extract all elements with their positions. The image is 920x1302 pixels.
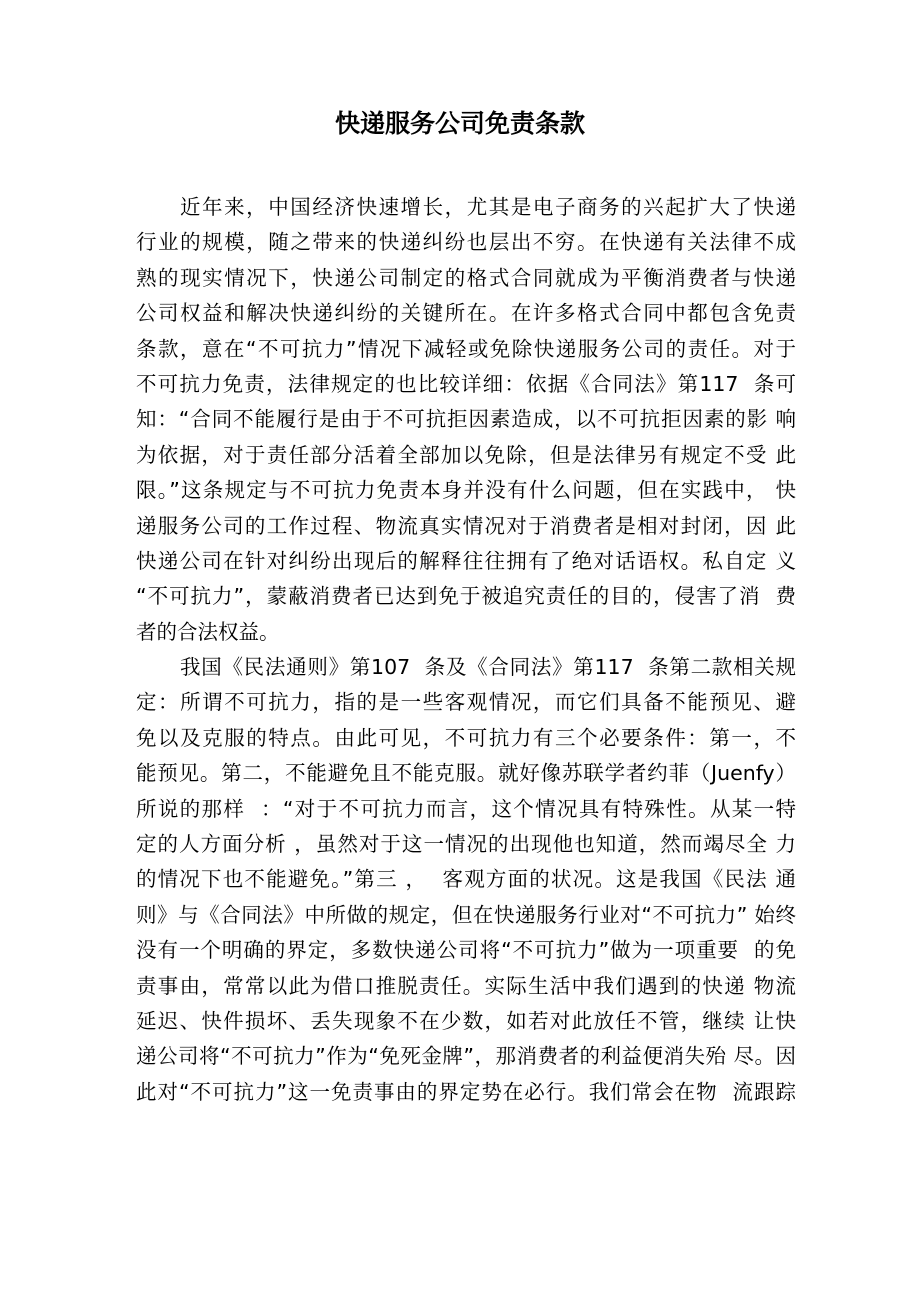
document-body bbox=[136, 190, 796, 1110]
paragraph-line: 所说的那样 ：“对于不可抗力而言，这个情况具有特殊性。从某一特 bbox=[136, 796, 796, 821]
paragraph-line: 不可抗力免责，法律规定的也比较详细：依据《合同法》第117 条可 bbox=[136, 371, 796, 396]
paragraph-line: 递服务公司的工作过程、物流真实情况对于消费者是相对封闭，因 此 bbox=[136, 513, 796, 538]
paragraph-line: 我国《民法通则》第107 条及《合同法》第117 条第二款相关规 bbox=[180, 655, 796, 680]
paragraph-line: 此对“不可抗力”这一免责事由的界定势在必行。我们常会在物 流跟踪 bbox=[136, 1079, 796, 1104]
paragraph-line: 能预见。第二，不能避免且不能克服。就好像苏联学者约菲（Juenfy） bbox=[136, 761, 796, 786]
paragraph-line: 没有一个明确的界定，多数快递公司将“不可抗力”做为一项重要 的免 bbox=[136, 938, 796, 963]
paragraph-line: 延迟、快件损坏、丢失现象不在少数，如若对此放任不管，继续 让快 bbox=[136, 1008, 796, 1033]
paragraph-line: 定的人方面分析 ，虽然对于这一情况的出现他也知道，然而竭尽全 力 bbox=[136, 832, 796, 857]
paragraph-1 bbox=[136, 190, 796, 650]
paragraph-line: 免以及克服的特点。由此可见，不可抗力有三个必要条件：第一，不 bbox=[136, 725, 796, 750]
paragraph-2 bbox=[136, 650, 796, 1110]
paragraph-line: 为依据，对于责任部分活着全部加以免除，但是法律另有规定不受 此 bbox=[136, 442, 796, 467]
paragraph-line: 限。”这条规定与不可抗力免责本身并没有什么问题，但在实践中， 快 bbox=[136, 478, 796, 503]
paragraph-line: 定：所谓不可抗力，指的是一些客观情况，而它们具备不能预见、避 bbox=[136, 690, 796, 715]
paragraph-line: 递公司将“不可抗力”作为“免死金牌”，那消费者的利益便消失殆 尽。因 bbox=[136, 1044, 796, 1069]
paragraph-line: 条款，意在“不可抗力”情况下减轻或免除快递服务公司的责任。对于 bbox=[136, 336, 796, 361]
paragraph-line: 快递公司在针对纠纷出现后的解释往往拥有了绝对话语权。私自定 义 bbox=[136, 548, 796, 573]
page-title: 快递服务公司免责条款 bbox=[334, 109, 585, 138]
paragraph-line: 行业的规模，随之带来的快递纠纷也层出不穷。在快递有关法律不成 bbox=[136, 230, 796, 255]
paragraph-line: 熟的现实情况下，快递公司制定的格式合同就成为平衡消费者与快递 bbox=[136, 265, 796, 290]
paragraph-line: 者的合法权益。 bbox=[136, 619, 280, 644]
paragraph-line: 责事由，常常以此为借口推脱责任。实际生活中我们遇到的快递 物流 bbox=[136, 973, 796, 998]
paragraph-line: “不可抗力”，蒙蔽消费者已达到免于被追究责任的目的，侵害了消 费 bbox=[136, 584, 796, 609]
paragraph-line: 公司权益和解决快递纠纷的关键所在。在许多格式合同中都包含免责 bbox=[136, 301, 796, 326]
paragraph-line: 近年来，中国经济快速增长，尤其是电子商务的兴起扩大了快递 bbox=[180, 195, 796, 219]
paragraph-line: 知：“合同不能履行是由于不可抗拒因素造成，以不可抗拒因素的影 响 bbox=[136, 407, 796, 432]
paragraph-line: 的情况下也不能避免。”第三 ， 客观方面的状况。这是我国《民法 通 bbox=[136, 867, 796, 892]
paragraph-line: 则》与《合同法》中所做的规定，但在快递服务行业对“不可抗力” 始终 bbox=[136, 902, 796, 927]
